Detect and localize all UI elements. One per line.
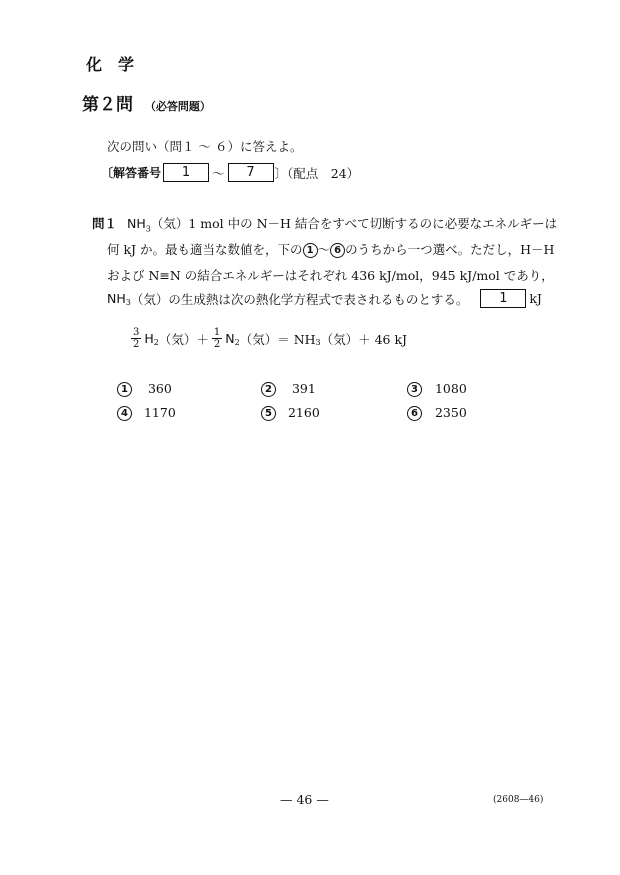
range-tilde: ～ bbox=[212, 165, 225, 181]
choice-4[interactable] bbox=[117, 405, 176, 421]
nh3-formula: NH bbox=[107, 291, 126, 306]
page-number: — 46 — bbox=[280, 792, 329, 807]
section-note: （必答問題） bbox=[144, 100, 211, 113]
choice-number: 4 bbox=[117, 406, 132, 421]
thermochemical-equation: $\frac{3}{2}$ H $_2$ （気）＋ $\frac{1}{2}$ N $_2$ （気）＝ NH $_3$ （気）＋ 46 kJ bbox=[133, 327, 408, 350]
choice-number: 6 bbox=[407, 406, 422, 421]
choice-2[interactable] bbox=[261, 381, 316, 397]
choice-value: 2350 bbox=[434, 405, 467, 420]
choice-marker-6: 6 bbox=[330, 243, 345, 258]
section-title bbox=[82, 90, 211, 115]
fraction-3-2: $\frac{3}{2}$ bbox=[133, 327, 140, 350]
answer-range bbox=[101, 163, 359, 182]
choice-1[interactable] bbox=[117, 381, 172, 397]
choice-marker-1: 1 bbox=[303, 243, 318, 258]
instruction-text: 次の問い（問１ ～ ６）に答えよ。 bbox=[107, 139, 303, 154]
page-code: (2608—46) bbox=[493, 795, 544, 805]
answer-box-start: 1 bbox=[163, 163, 209, 182]
choice-value: 2160 bbox=[287, 405, 320, 420]
question-line-2: 何 kJ か。最も適当な数値を，下の 1 ～ 6 のうちから一つ選べ。ただし，H－H bbox=[107, 242, 555, 257]
choice-number: 3 bbox=[407, 382, 422, 397]
answer-unit: kJ bbox=[529, 291, 542, 306]
choice-6[interactable] bbox=[407, 405, 467, 421]
choice-value: 360 bbox=[147, 381, 172, 396]
choice-number: 1 bbox=[117, 382, 132, 397]
choice-3[interactable] bbox=[407, 381, 467, 397]
choice-number: 5 bbox=[261, 406, 276, 421]
choice-value: 1080 bbox=[434, 381, 467, 396]
question-line-3: および N≡N の結合エネルギーはそれぞれ 436 kJ/mol，945 kJ/mol であり， bbox=[107, 268, 554, 283]
fraction-1-2: $\frac{1}{2}$ bbox=[213, 327, 221, 350]
answer-box-1: 1 bbox=[480, 289, 526, 308]
question-line-4: NH $_3$ （気）の生成熱は次の熱化学方程式で表されるものとする。 1 kJ bbox=[107, 291, 542, 307]
choice-number: 2 bbox=[261, 382, 276, 397]
points-text: 〕（配点 24） bbox=[274, 165, 360, 181]
section-number: 第２問 bbox=[82, 95, 133, 115]
choice-value: 1170 bbox=[143, 405, 176, 420]
choice-5[interactable] bbox=[261, 405, 320, 421]
answer-range-label: 〔解答番号 bbox=[101, 166, 162, 180]
answer-box-end: 7 bbox=[228, 163, 274, 182]
nh3-formula: NH bbox=[127, 216, 146, 231]
question-line-1: $NH_3$（気）1 mol 中の N－H 結合をすべて切断するのに必要なエネルギーは bbox=[127, 216, 558, 234]
choice-value: 391 bbox=[291, 381, 316, 396]
subject-heading: 化 学 bbox=[86, 55, 135, 74]
question-label: 問１ bbox=[92, 216, 118, 231]
